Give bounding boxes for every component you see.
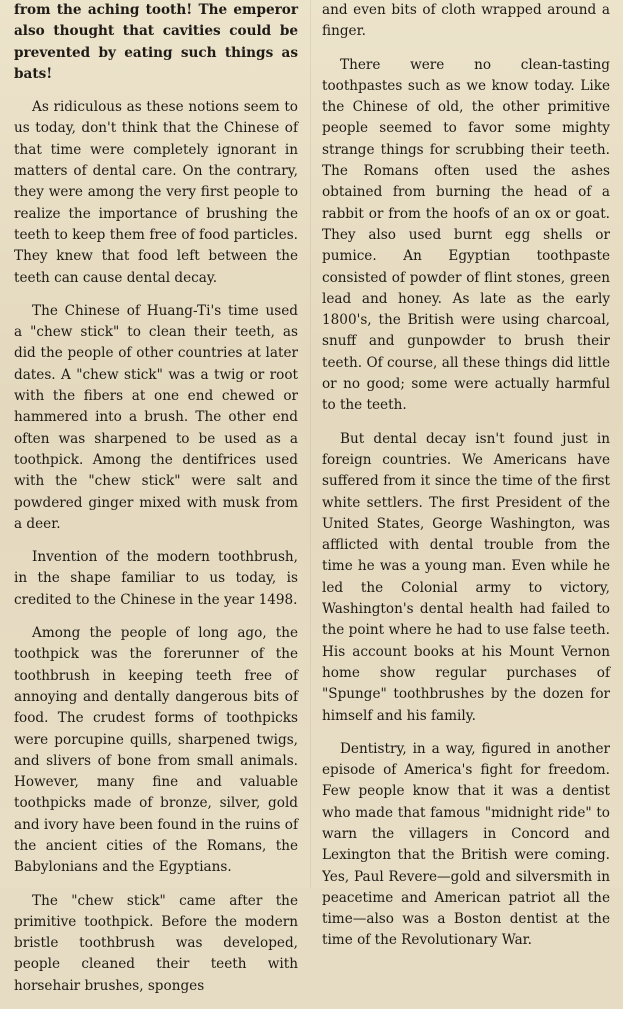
paragraph: As ridiculous as these notions seem to us today, don't think that the Chinese of that time were completely ignorant in matters of dental care. On the contrary, they were among the very first people to realize the importance of brushing the teeth to keep them free of food particles. They knew that food left between the teeth can cause dental decay. [14, 99, 298, 286]
paragraph: The "chew stick" came after the primitive toothpick. Before the modern bristle toothbrush was developed, people cleaned their teeth with horsehair brushes, sponges [14, 892, 298, 994]
paragraph: But dental decay isn't found just in foreign countries. We Americans have suffered from it since the time of the first white settlers. The first President of the United States, George Washington, was afflicted with dental trouble from the time he was a young man. Even while he led the Colonial army to victory, Washington's dental health had failed to the point where he had to use false teeth. His account books at his Mount Vernon home show regular purchases of "Spunge" toothbrushes by the dozen for himself and his family. [322, 430, 610, 724]
paragraph: and even bits of cloth wrapped around a finger. [322, 2, 610, 40]
paragraph: There were no clean-tasting toothpastes such as we know today. Like the Chinese of old, the other primitive people seemed to favor some mighty strange things for scrubbing their teeth. The Romans often used the ashes obtained from burning the head of a rabbit or from the hoofs of an ox or goat. They also used burnt egg shells or pumice. An Egyptian toothpaste consisted of powder of flint stones, green lead and honey. As late as the early 1800's, the British were using charcoal, snuff and gunpowder to brush their teeth. Of course, all these things did little or no good; some were actually harmful to the teeth. [322, 56, 610, 414]
paragraph: Among the people of long ago, the toothpick was the forerunner of the toothbrush in keeping teeth free of annoying and dentally dangerous bits of food. The crudest forms of toothpicks were porcupine quills, sharpened twigs, and slivers of bone from small animals. However, many fine and valuable toothpicks made of bronze, silver, gold and ivory have been found in the ruins of the ancient cities of the Romans, the Babylonians and the Egyptians. [14, 625, 298, 876]
left-column [14, 0, 298, 1009]
paragraph: from the aching tooth! The emperor also thought that cavities could be prevented by eating such things as bats! [14, 2, 298, 82]
paragraph: Dentistry, in a way, figured in another episode of America's fight for freedom. Few people know that it was a dentist who made that famous "midnight ride" to warn the villagers in Concord and Lexington that the British were coming. Yes, Paul Revere—gold and silversmith in peacetime and American patriot all the time—also was a Boston dentist at the time of the Revolutionary War. [322, 740, 610, 949]
paragraph: Invention of the modern toothbrush, in the shape familiar to us today, is credited to the Chinese in the year 1498. [14, 549, 298, 608]
column-divider [310, 0, 311, 888]
right-column [322, 0, 610, 964]
paragraph: The Chinese of Huang-Ti's time used a "chew stick" to clean their teeth, as did the people of other countries at later dates. A "chew stick" was a twig or root with the fibers at one end chewed or hammered into a brush. The other end often was sharpened to be used as a toothpick. Among the dentifrices used with the "chew stick" were salt and powdered ginger mixed with musk from a deer. [14, 302, 298, 532]
